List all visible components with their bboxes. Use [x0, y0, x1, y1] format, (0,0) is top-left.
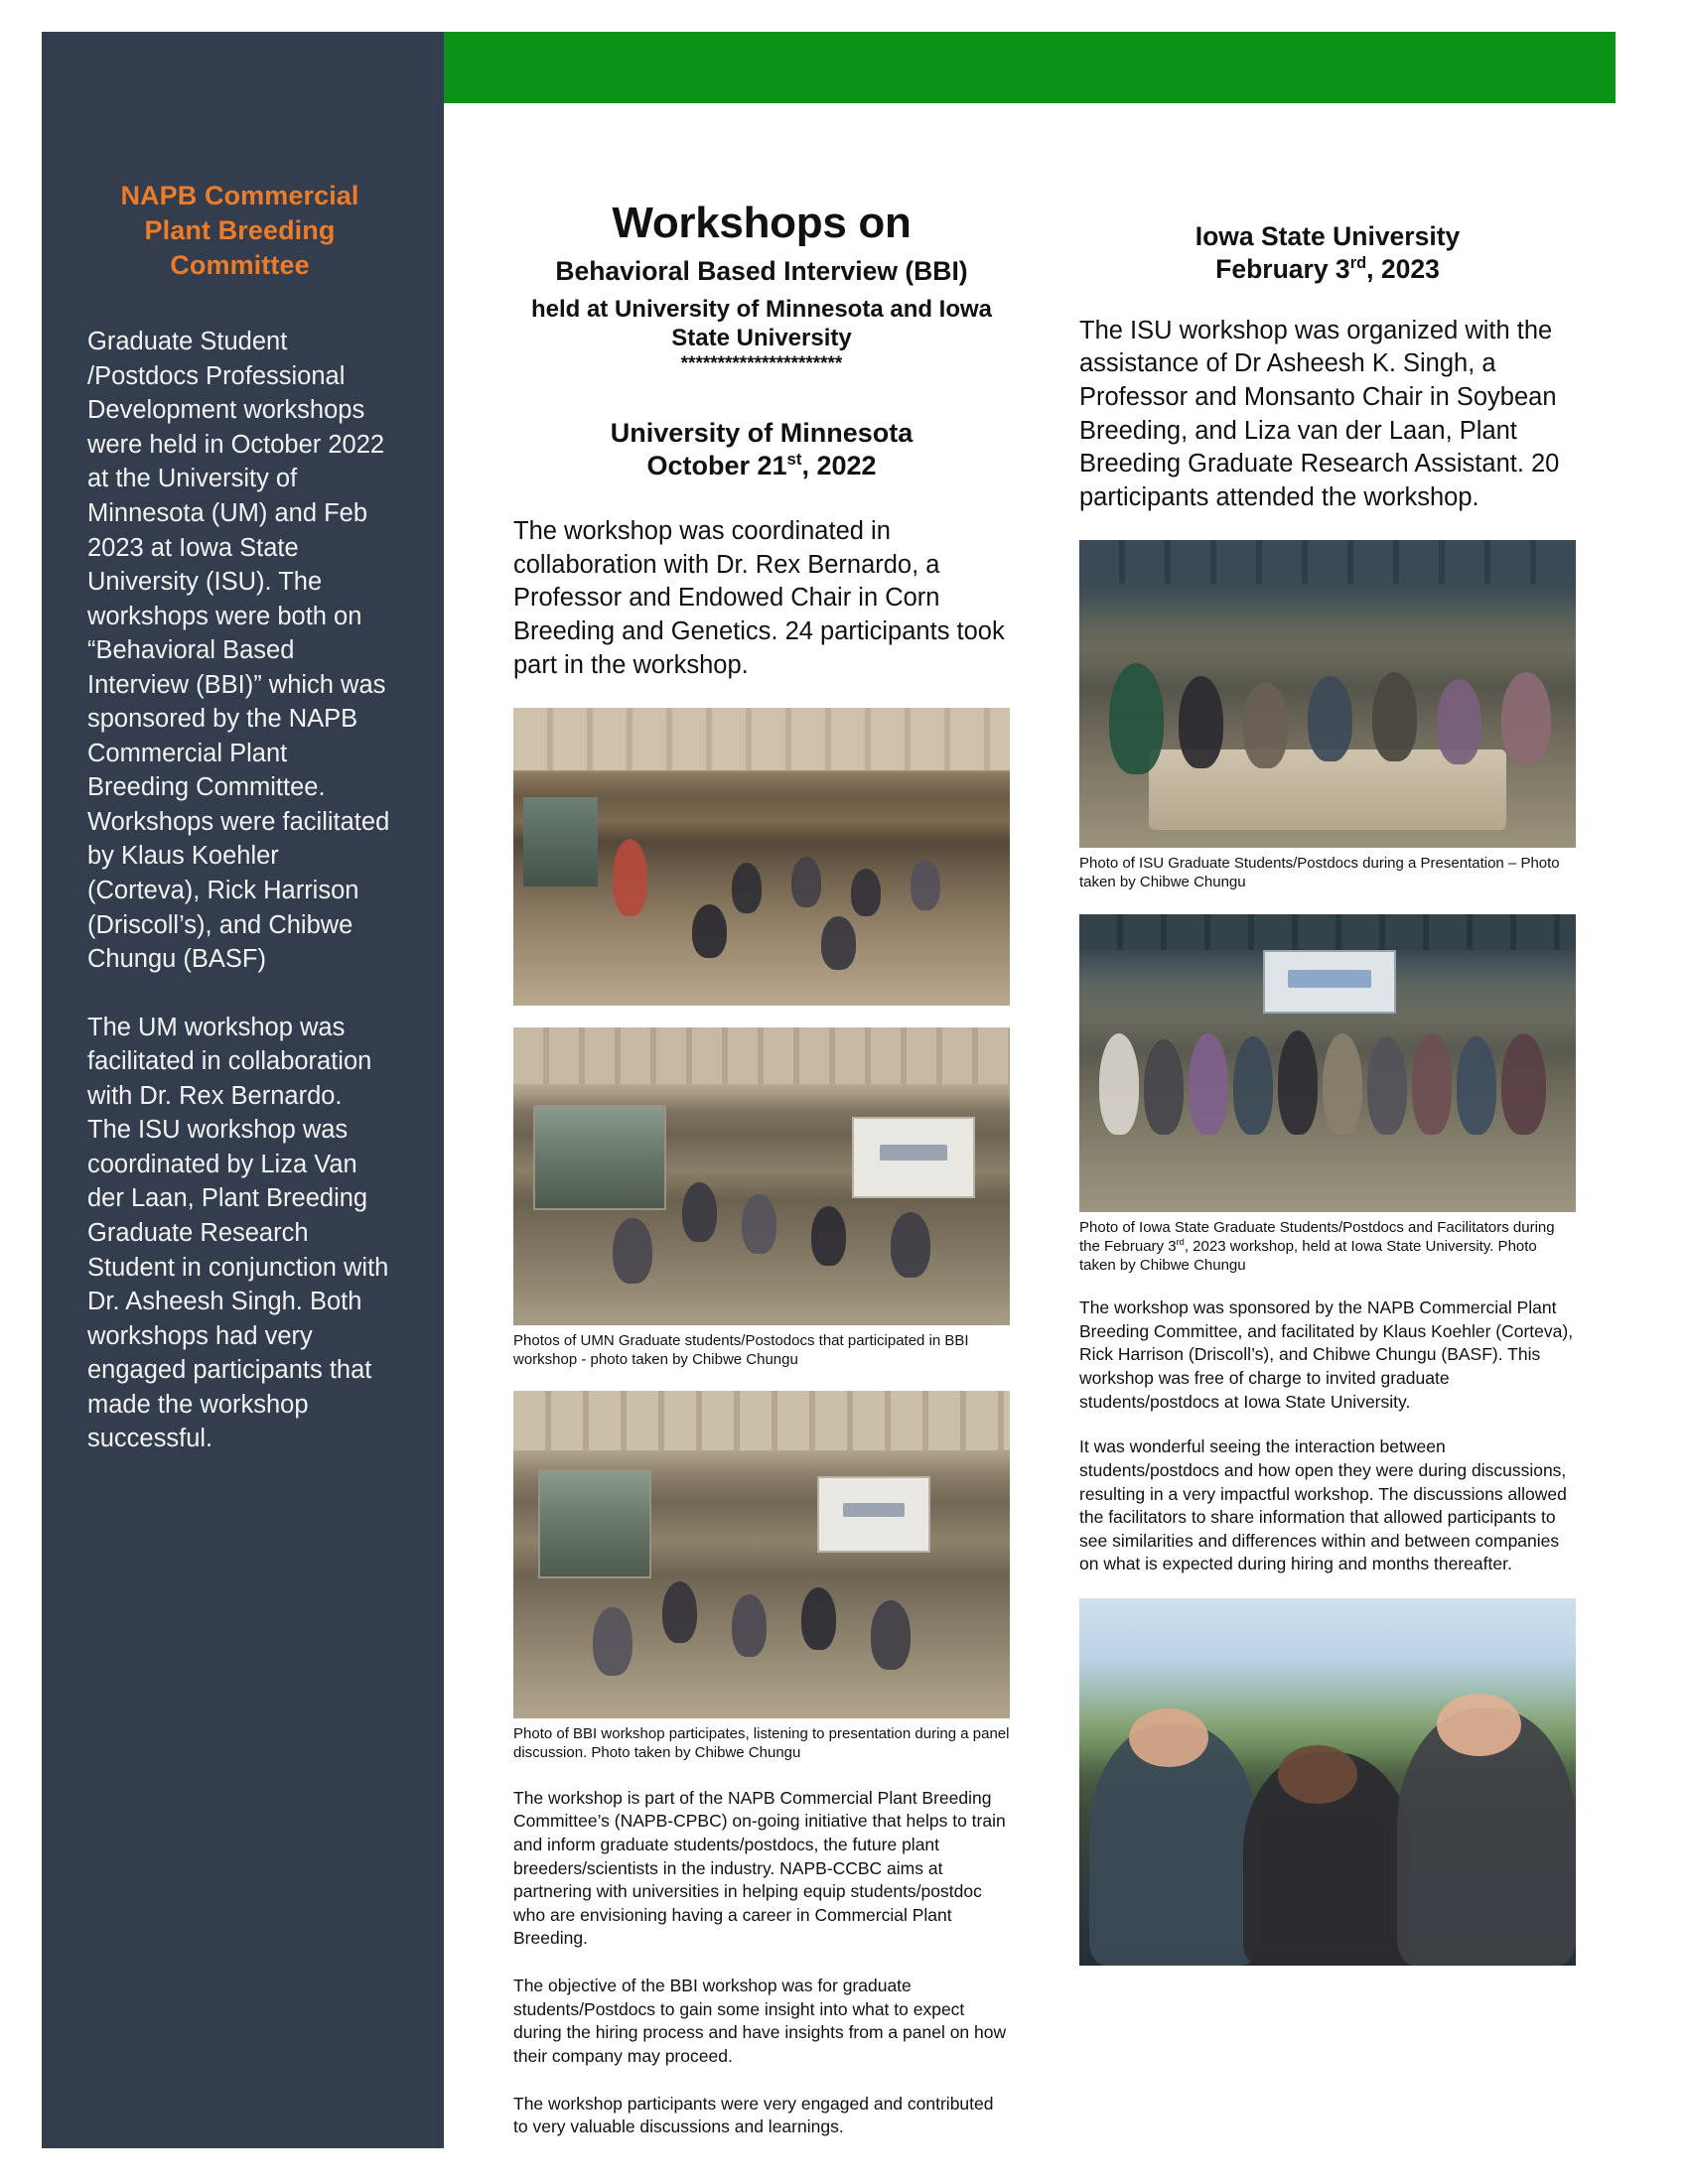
umn-paragraph-1: The workshop is part of the NAPB Commercial Plant Breeding Committee’s (NAPB-CPBC) on-going initiative that helps to train and inform graduate students/postdocs, the future plant breeders/scientists in the industry. NAPB-CCBC aims at partnering with universities in helping equip students/postdoc who are envisioning having a career in Commercial Plant Breeding.	[513, 1787, 1006, 1949]
person-shape	[613, 1218, 652, 1284]
person-shape	[692, 904, 727, 958]
projection-screen-shape	[852, 1117, 975, 1198]
photo-bbi-panel	[513, 1391, 1010, 1718]
photo-isu-group	[1079, 914, 1576, 1212]
person-shape	[791, 857, 821, 907]
umn-venue-heading	[513, 417, 1010, 484]
title-line-1: Workshops on	[612, 199, 912, 247]
umn-paragraph-3: The workshop participants were very engaged and contributed to very valuable discussions and learnings.	[513, 2093, 994, 2137]
person-shape	[1323, 1033, 1362, 1135]
green-header-bar	[444, 32, 1616, 103]
column-right	[1079, 103, 1576, 1966]
photo-isu-facilitators	[1079, 1598, 1576, 1966]
napb-screen-shape	[1263, 950, 1396, 1014]
person-shape	[1278, 1030, 1318, 1135]
window-shape	[533, 1105, 666, 1210]
person-shape	[732, 1594, 767, 1657]
person-shape	[871, 1600, 911, 1669]
sidebar-paragraph-2: The UM workshop was facilitated in collaboration with Dr. Rex Bernardo. The ISU workshop was coordinated by Liza Van der Laan, Plant Breeding Graduate Research Student in conjunction with Dr. Asheesh Singh. Both workshops had very engaged participants that made the workshop successful.	[87, 1013, 389, 1453]
umn-venue-date-suffix: , 2022	[801, 451, 877, 481]
umn-venue-date-prefix: October 21	[646, 451, 787, 481]
sidebar-heading: NAPB Commercial Plant Breeding Committee	[120, 181, 359, 281]
person-shape	[1437, 679, 1481, 765]
person-shape	[742, 1194, 776, 1254]
isu-heading	[1079, 220, 1576, 287]
photo-umn-classroom-1	[513, 708, 1010, 1006]
isu-date-prefix: February 3	[1215, 254, 1350, 285]
person-shape	[613, 839, 647, 916]
person-shape	[911, 860, 940, 910]
title-divider: **********************	[680, 352, 843, 374]
person-shape	[662, 1581, 697, 1644]
person-shape	[821, 916, 856, 970]
person-shape	[1179, 676, 1223, 768]
isu-intro-paragraph: The ISU workshop was organized with the assistance of Dr Asheesh K. Singh, a Professor and Monsanto Chair in Soybean Breeding, and Liza van der Laan, Plant Breeding Graduate Research Assistant. 20 participants attended the workshop.	[1079, 316, 1560, 512]
caption-isu-photo-2-prefix: Photo of Iowa State Graduate Students/Postdocs and Facilitators during the February 3	[1079, 1218, 1555, 1255]
projection-screen-shape	[817, 1476, 930, 1553]
person-shape	[1233, 1036, 1273, 1135]
person-shape	[891, 1212, 930, 1278]
person-shape	[593, 1607, 633, 1676]
umn-venue-name: University of Minnesota	[610, 417, 914, 448]
person-shape	[1189, 1033, 1228, 1135]
caption-umn-photo-3: Photo of BBI workshop participates, listening to presentation during a panel discussion. Photo taken by Chibwe Chungu	[513, 1725, 1010, 1762]
window-shape	[538, 1469, 651, 1578]
isu-paragraph-1: The workshop was sponsored by the NAPB Commercial Plant Breeding Committee, and facilitated by Klaus Koehler (Corteva), Rick Harrison (Driscoll’s), and Chibwe Chungu (BASF). This workshop was free of charge to invited graduate students/postdocs at Iowa State University.	[1079, 1297, 1574, 1412]
person-shape	[1501, 672, 1551, 764]
umn-intro-paragraph: The workshop was coordinated in collaboration with Dr. Rex Bernardo, a Professor and Endowed Chair in Corn Breeding and Genetics. 24 participants took part in the workshop.	[513, 517, 1005, 679]
caption-isu-photo-2-suffix: , 2023 workshop, held at Iowa State University. Photo taken by Chibwe Chungu	[1079, 1237, 1537, 1274]
window-shape	[523, 797, 598, 887]
title-line-3: held at University of Minnesota and Iowa State University	[530, 296, 993, 352]
face-shape	[1437, 1694, 1521, 1756]
face-shape	[1278, 1745, 1357, 1804]
isu-date-suffix: , 2023	[1366, 254, 1440, 285]
title-line-2: Behavioral Based Interview (BBI)	[555, 256, 968, 287]
sidebar-paragraph-1: Graduate Student /Postdocs Professional Development workshops were held in October 2022 at the University of Minnesota (UM) and Feb 2023 at Iowa State University (ISU). The workshops were both on “Behavioral Based Interview (BBI)” which was sponsored by the NAPB Commercial Plant Breeding Committee. Workshops were facilitated by Klaus Koehler (Corteva), Rick Harrison (Driscoll’s), and Chibwe Chungu (BASF)	[87, 328, 390, 974]
article-title-block	[513, 199, 1010, 373]
sidebar	[42, 32, 444, 2148]
person-shape	[1099, 1033, 1139, 1135]
face-shape	[1129, 1708, 1208, 1767]
caption-isu-photo-2-sup: rd	[1176, 1236, 1185, 1247]
isu-paragraph-2: It was wonderful seeing the interaction between students/postdocs and how open they were during discussions, resulting in a very impactful workshop. The discussions allowed the facilitators to share information that allowed participants to see similarities and differences within and between companies on what is expected during hiring and months thereafter.	[1079, 1436, 1567, 1574]
person-shape	[1109, 663, 1164, 774]
column-middle	[513, 103, 1010, 2156]
isu-date-sup: rd	[1349, 254, 1367, 273]
person-shape	[801, 1587, 836, 1650]
person-shape	[1412, 1033, 1452, 1135]
person-shape	[851, 869, 881, 916]
person-shape	[1367, 1036, 1407, 1135]
person-shape	[1243, 682, 1288, 768]
person-shape	[682, 1182, 717, 1242]
person-shape	[1501, 1033, 1546, 1135]
person-shape	[1372, 672, 1417, 761]
caption-isu-photo-2	[1079, 1218, 1576, 1276]
isu-venue-name: Iowa State University	[1195, 221, 1461, 251]
photo-umn-classroom-2	[513, 1027, 1010, 1325]
umn-venue-date-sup: st	[786, 450, 802, 470]
caption-umn-photos-1-2: Photos of UMN Graduate students/Postodocs that participated in BBI workshop - photo taken by Chibwe Chungu	[513, 1331, 969, 1369]
content-area	[444, 103, 1650, 2178]
person-shape	[1457, 1036, 1496, 1135]
umn-paragraph-2: The objective of the BBI workshop was for graduate students/Postdocs to gain some insight into what to expect during the hiring process and have insights from a panel on how their company may proceed.	[513, 1976, 1007, 2066]
person-shape	[1308, 676, 1352, 762]
person-shape	[732, 863, 762, 913]
photo-isu-presentation	[1079, 540, 1576, 848]
person-shape	[811, 1206, 846, 1266]
caption-isu-photo-1: Photo of ISU Graduate Students/Postdocs during a Presentation – Photo taken by Chibwe Chungu	[1079, 855, 1560, 891]
person-shape	[1144, 1039, 1184, 1135]
